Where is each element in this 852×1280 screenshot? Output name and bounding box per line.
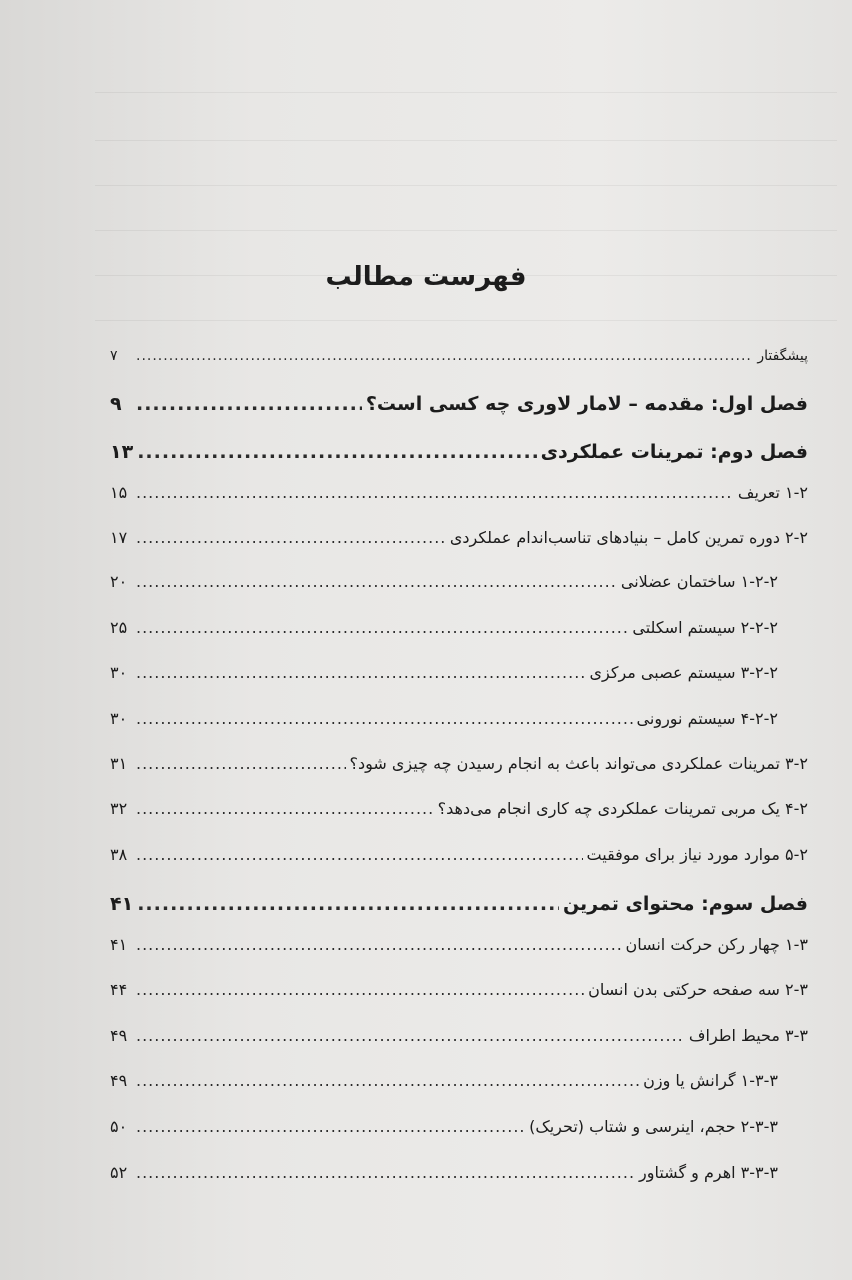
toc-entry-section (110, 483, 808, 502)
toc-page-number: ۴۹ (110, 1071, 128, 1090)
toc-entry-text: ۱-۳ چهار رکن حرکت انسان (625, 935, 808, 954)
toc-page-number: ۳۸ (110, 845, 128, 864)
toc-page-number: ۴۱ (110, 935, 128, 954)
toc-entry-section (110, 754, 808, 773)
toc-entry-text: ۲-۳-۳ حجم، اینرسی و شتاب (تحریک) (529, 1117, 778, 1136)
toc-entry-subsection (110, 1163, 808, 1182)
show-through-line (95, 230, 837, 231)
toc-entry-text: فصل دوم: تمرینات عملکردی (540, 441, 808, 463)
toc-entry-text: ۲-۲ دوره تمرین کامل – بنیادهای تناسب‌اندام عملکردی (449, 528, 808, 547)
dot-leader (136, 393, 362, 415)
toc-entry-chapter (110, 393, 808, 415)
toc-page-number: ۲۵ (110, 618, 128, 637)
toc-entry-text: ۱-۲-۲ ساختمان عضلانی (620, 572, 778, 591)
toc-entry-text: ۳-۳ محیط اطراف (688, 1026, 808, 1045)
dot-leader (136, 799, 434, 818)
toc-entry-chapter (110, 441, 808, 463)
toc-page-number: ۱۳ (110, 441, 134, 463)
toc-entry-section (110, 528, 808, 547)
toc-entry-chapter (110, 893, 808, 915)
toc-entry-text: ۴-۲ یک مربی تمرینات عملکردی چه کاری انجام می‌دهد؟ (437, 799, 808, 818)
toc-entry-subsection (110, 663, 808, 682)
toc-entry-subsection (110, 1071, 808, 1090)
show-through-line (95, 320, 837, 321)
dot-leader (136, 618, 628, 637)
dot-leader (136, 348, 753, 364)
toc-entry-section (110, 980, 808, 999)
show-through-line (95, 185, 837, 186)
toc-page-number: ۱۵ (110, 483, 128, 502)
toc-entry-preface (110, 348, 808, 364)
dot-leader (136, 754, 346, 773)
dot-leader (136, 935, 621, 954)
toc-page-number: ۴۱ (110, 893, 134, 915)
dot-leader (136, 1117, 525, 1136)
toc-entry-text: ۲-۳ سه صفحه حرکتی بدن انسان (588, 980, 808, 999)
toc-entry-text: فصل اول: مقدمه – لامار لاوری چه کسی است؟ (365, 393, 808, 415)
toc-entry-section (110, 935, 808, 954)
toc-entry-subsection (110, 1117, 808, 1136)
dot-leader (136, 528, 446, 547)
toc-entry-subsection (110, 572, 808, 591)
toc-entry-subsection (110, 618, 808, 637)
toc-page-number: ۳۰ (110, 663, 128, 682)
toc-entry-section (110, 845, 808, 864)
dot-leader (136, 663, 585, 682)
page-title: فهرست مطالب (325, 262, 527, 292)
toc-page-number: ۹ (110, 393, 122, 415)
toc-entry-text: پیشگفتار (757, 348, 808, 364)
toc-entry-text: ۴-۲-۲ سیستم نورونی (636, 709, 778, 728)
dot-leader (136, 980, 584, 999)
toc-page-number: ۷ (110, 348, 118, 364)
toc-page-number: ۳۱ (110, 754, 128, 773)
toc-page-number: ۵۲ (110, 1163, 128, 1182)
toc-entry-text: ۱-۳-۳ گرانش یا وزن (643, 1071, 778, 1090)
dot-leader (136, 1026, 685, 1045)
toc-entry-text: ۳-۲-۲ سیستم عصبی مرکزی (589, 663, 778, 682)
toc-entry-section (110, 799, 808, 818)
dot-leader (136, 572, 617, 591)
toc-page-number: ۲۰ (110, 572, 128, 591)
show-through-line (95, 140, 837, 141)
dot-leader (137, 441, 536, 463)
toc-page-number: ۳۰ (110, 709, 128, 728)
toc-page-number: ۵۰ (110, 1117, 128, 1136)
dot-leader (136, 709, 633, 728)
toc-entry-section (110, 1026, 808, 1045)
toc-entry-text: ۵-۲ موارد مورد نیاز برای موفقیت (586, 845, 808, 864)
toc-entry-text: ۳-۲ تمرینات عملکردی می‌تواند باعث به انجام رسیدن چه چیزی شود؟ (349, 754, 808, 773)
dot-leader (136, 845, 583, 864)
toc-entry-text: ۲-۲-۲ سیستم اسکلتی (632, 618, 778, 637)
toc-entry-subsection (110, 709, 808, 728)
toc-entry-text: ۳-۳-۳ اهرم و گشتاور (639, 1163, 778, 1182)
toc-entry-text: ۱-۲ تعریف (737, 483, 808, 502)
toc-page-number: ۳۲ (110, 799, 128, 818)
dot-leader (136, 483, 734, 502)
toc-entry-text: فصل سوم: محتوای تمرین (562, 893, 808, 915)
dot-leader (136, 1163, 635, 1182)
toc-page-number: ۱۷ (110, 528, 128, 547)
toc-page-number: ۴۴ (110, 980, 128, 999)
dot-leader (136, 1071, 639, 1090)
dot-leader (137, 893, 559, 915)
toc-page-number: ۴۹ (110, 1026, 128, 1045)
show-through-line (95, 92, 837, 93)
